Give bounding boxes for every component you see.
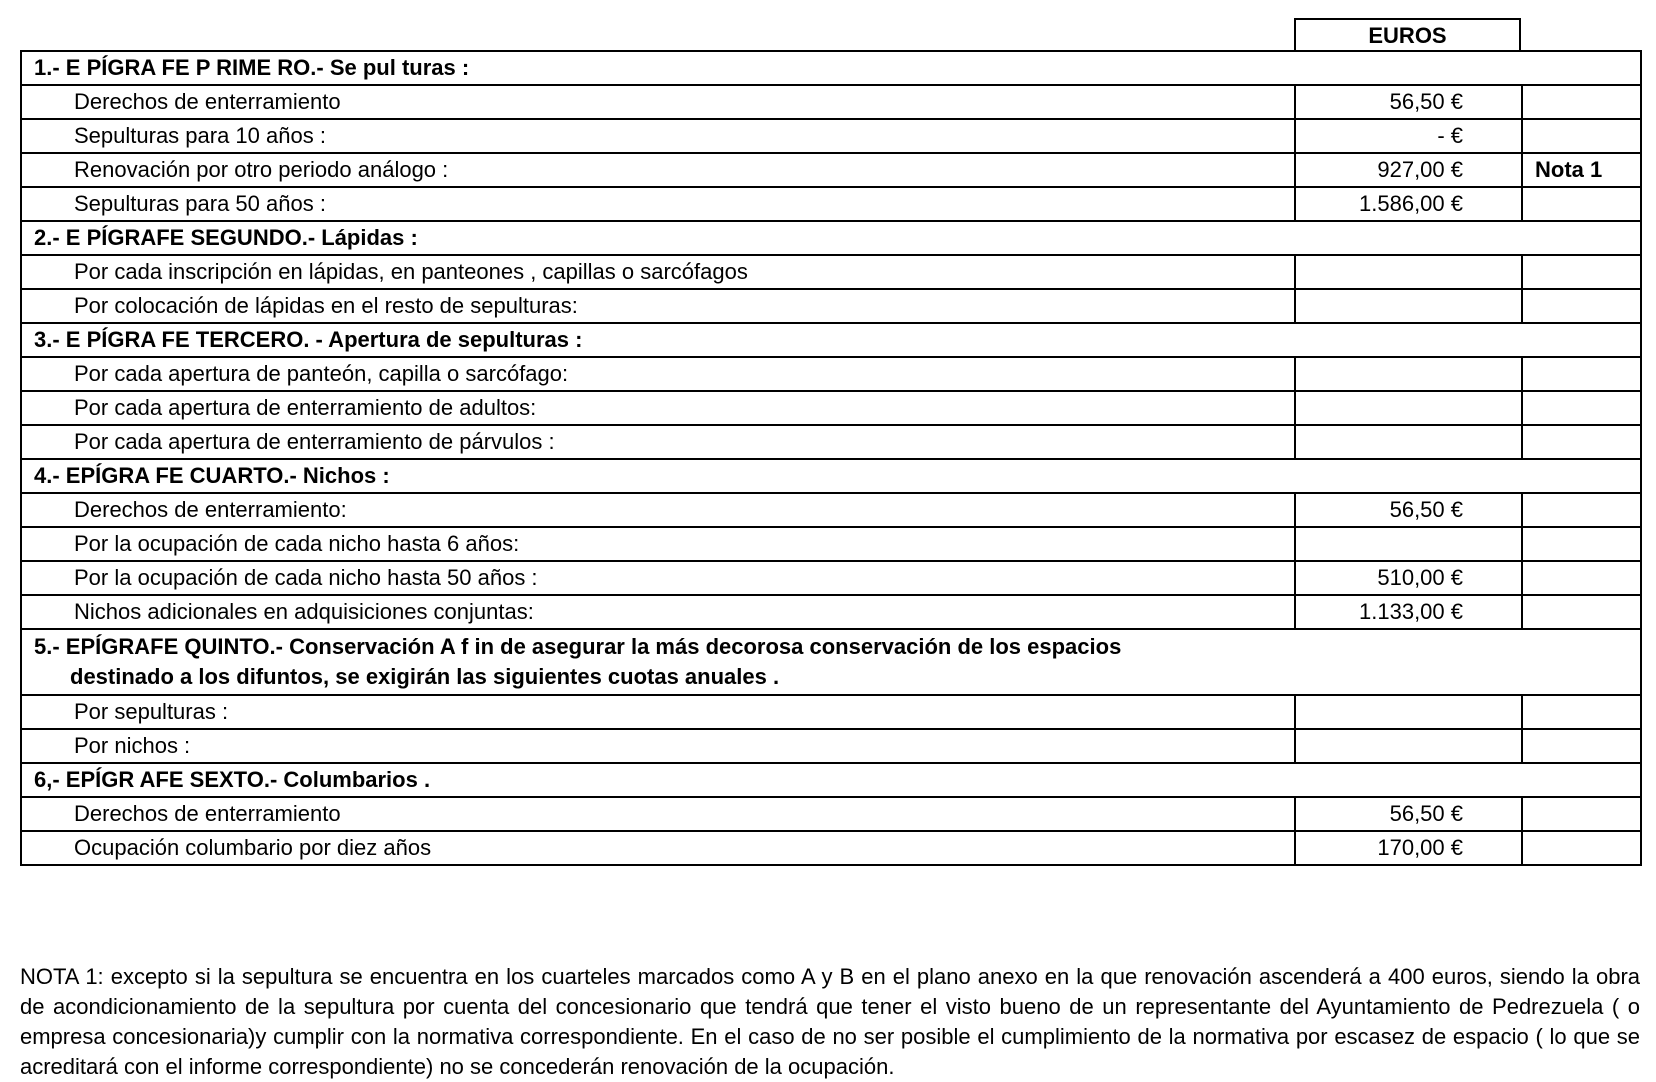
fee-amount	[1295, 391, 1522, 425]
table-row	[21, 187, 1641, 221]
fee-label: Por colocación de lápidas en el resto de sepulturas:	[21, 289, 1295, 323]
section-header-row	[21, 323, 1641, 357]
section-title: 4.- EPÍGRA FE CUARTO.- Nichos :	[21, 459, 1641, 493]
table-row	[21, 831, 1641, 865]
fee-table	[20, 50, 1642, 866]
fee-note	[1522, 797, 1641, 831]
fee-label: Sepulturas para 50 años :	[21, 187, 1295, 221]
footnote-nota-1: NOTA 1: excepto si la sepultura se encuentra en los cuarteles marcados como A y B en el plano anexo en la que renovación ascenderá a 400 euros, siendo la obra de acondicionamiento de la sepultura por cuenta del concesionario que tendrá que tener el visto bueno de un representante del Ayuntamiento de Pedrezuela ( o empresa concesionaria)y cumplir con la normativa correspondiente. En el caso de no ser posible el cumplimiento de la normativa por escasez de espacio ( lo que se acreditará con el informe correspondiente) no se concederán renovación de la ocupación.	[20, 964, 1640, 1079]
table-row	[21, 695, 1641, 729]
fee-note	[1522, 493, 1641, 527]
table-row	[21, 493, 1641, 527]
section-header-row	[21, 459, 1641, 493]
fee-amount	[1295, 527, 1522, 561]
fee-amount: 1.586,00 €	[1295, 187, 1522, 221]
table-row	[21, 153, 1641, 187]
section-header-row	[21, 763, 1641, 797]
fee-amount	[1295, 255, 1522, 289]
section-header-row	[21, 221, 1641, 255]
table-row	[21, 595, 1641, 629]
euros-column-header: EUROS	[1294, 18, 1521, 50]
section-title-block	[21, 629, 1641, 695]
fee-note	[1522, 527, 1641, 561]
section-title: 5.- EPÍGRAFE QUINTO.- Conservación A f in de asegurar la más decorosa conservación de los espacios	[34, 634, 1122, 659]
fee-amount	[1295, 695, 1522, 729]
fee-note	[1522, 187, 1641, 221]
fee-amount: 56,50 €	[1295, 85, 1522, 119]
fee-amount: 510,00 €	[1295, 561, 1522, 595]
table-row	[21, 527, 1641, 561]
table-row	[21, 391, 1641, 425]
fee-label: Derechos de enterramiento	[21, 85, 1295, 119]
section-title: 1.- E PÍGRA FE P RIME RO.- Se pul turas :	[21, 51, 1641, 85]
table-row	[21, 357, 1641, 391]
section-title: 3.- E PÍGRA FE TERCERO. - Apertura de sepulturas :	[21, 323, 1641, 357]
fee-amount	[1295, 357, 1522, 391]
fee-note: Nota 1	[1522, 153, 1641, 187]
section-title: 2.- E PÍGRAFE SEGUNDO.- Lápidas :	[21, 221, 1641, 255]
table-row	[21, 119, 1641, 153]
fee-label: Por cada inscripción en lápidas, en panteones , capillas o sarcófagos	[21, 255, 1295, 289]
fee-amount	[1295, 289, 1522, 323]
fee-label: Derechos de enterramiento:	[21, 493, 1295, 527]
fee-note	[1522, 357, 1641, 391]
fee-amount: - €	[1295, 119, 1522, 153]
section-title: 6,- EPÍGR AFE SEXTO.- Columbarios .	[21, 763, 1641, 797]
fee-note	[1522, 729, 1641, 763]
fee-amount: 170,00 €	[1295, 831, 1522, 865]
section-header-row	[21, 51, 1641, 85]
table-row	[21, 255, 1641, 289]
section-header-row	[21, 629, 1641, 695]
table-row	[21, 797, 1641, 831]
fee-note	[1522, 85, 1641, 119]
fee-amount: 56,50 €	[1295, 493, 1522, 527]
fee-amount: 1.133,00 €	[1295, 595, 1522, 629]
table-row	[21, 289, 1641, 323]
fee-note	[1522, 391, 1641, 425]
fee-label: Por cada apertura de panteón, capilla o sarcófago:	[21, 357, 1295, 391]
fee-amount: 927,00 €	[1295, 153, 1522, 187]
fee-note	[1522, 595, 1641, 629]
table-row	[21, 85, 1641, 119]
fee-label: Por sepulturas :	[21, 695, 1295, 729]
table-row	[21, 561, 1641, 595]
fee-note	[1522, 831, 1641, 865]
fee-label: Por la ocupación de cada nicho hasta 50 años :	[21, 561, 1295, 595]
section-title-continuation: destinado a los difuntos, se exigirán las siguientes cuotas anuales .	[70, 664, 780, 689]
fee-label: Renovación por otro periodo análogo :	[21, 153, 1295, 187]
fee-label: Por cada apertura de enterramiento de párvulos :	[21, 425, 1295, 459]
fee-amount	[1295, 729, 1522, 763]
fee-note	[1522, 289, 1641, 323]
fee-note	[1522, 425, 1641, 459]
fee-amount	[1295, 425, 1522, 459]
fee-label: Nichos adicionales en adquisiciones conjuntas:	[21, 595, 1295, 629]
table-row	[21, 425, 1641, 459]
fee-label: Por cada apertura de enterramiento de adultos:	[21, 391, 1295, 425]
fee-label: Por nichos :	[21, 729, 1295, 763]
fee-label: Por la ocupación de cada nicho hasta 6 años:	[21, 527, 1295, 561]
fee-note	[1522, 561, 1641, 595]
table-row	[21, 729, 1641, 763]
fee-label: Derechos de enterramiento	[21, 797, 1295, 831]
fee-amount: 56,50 €	[1295, 797, 1522, 831]
fee-label: Sepulturas para 10 años :	[21, 119, 1295, 153]
fee-note	[1522, 255, 1641, 289]
fee-note	[1522, 695, 1641, 729]
fee-note	[1522, 119, 1641, 153]
fee-label: Ocupación columbario por diez años	[21, 831, 1295, 865]
